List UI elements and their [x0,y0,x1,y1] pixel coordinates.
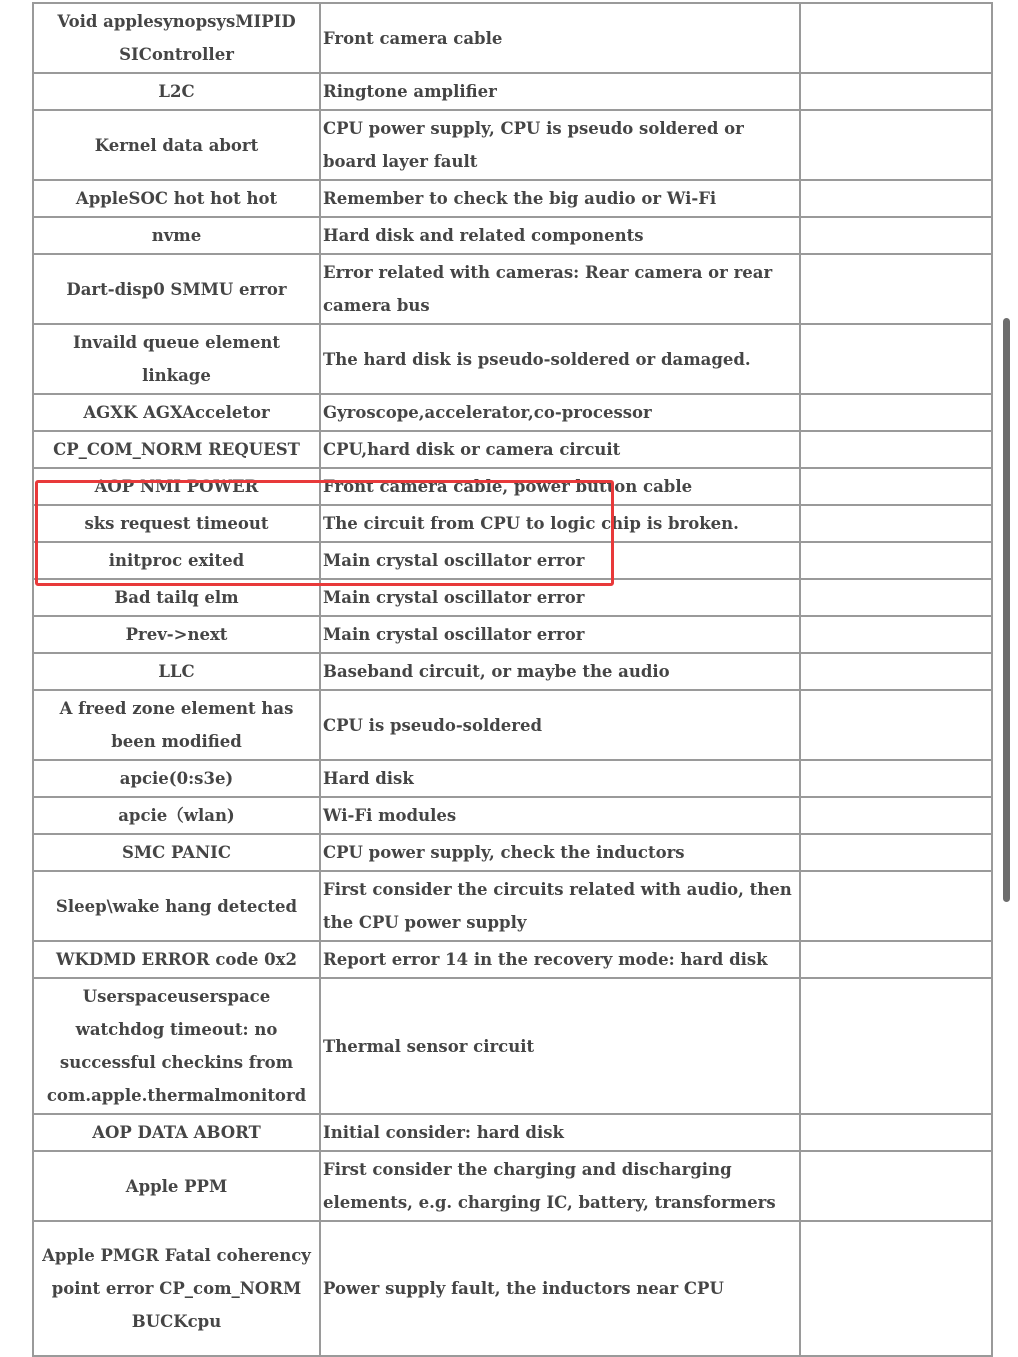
table-row [33,579,992,616]
cause-cell: Front camera cable, power button cable [320,468,800,505]
table-row [33,110,992,180]
panic-code-cell: AOP DATA ABORT [33,1114,320,1151]
panic-code-cell: WKDMD ERROR code 0x2 [33,941,320,978]
panic-code-cell: apcie(0:s3e) [33,760,320,797]
empty-cell [800,254,992,324]
panic-code-cell: Apple PPM [33,1151,320,1221]
empty-cell [800,760,992,797]
vertical-scrollbar[interactable] [1003,318,1010,902]
empty-cell [800,978,992,1114]
table-row [33,653,992,690]
cause-cell: Gyroscope,accelerator,co-processor [320,394,800,431]
empty-cell [800,431,992,468]
table-row [33,1221,992,1356]
empty-cell [800,3,992,73]
table-row [33,1151,992,1221]
empty-cell [800,324,992,394]
empty-cell [800,542,992,579]
cause-cell: Main crystal oscillator error [320,616,800,653]
empty-cell [800,217,992,254]
table-row [33,834,992,871]
empty-cell [800,871,992,941]
table-row [33,871,992,941]
panic-code-cell: LLC [33,653,320,690]
cause-cell: Main crystal oscillator error [320,579,800,616]
table-row [33,760,992,797]
cause-cell: The hard disk is pseudo-soldered or damaged. [320,324,800,394]
cause-cell: Ringtone amplifier [320,73,800,110]
empty-cell [800,394,992,431]
empty-cell [800,834,992,871]
panic-code-cell: Dart-disp0 SMMU error [33,254,320,324]
cause-cell: CPU power supply, check the inductors [320,834,800,871]
table-row [33,505,992,542]
panic-code-cell: Invaild queue element linkage [33,324,320,394]
cause-cell: Thermal sensor circuit [320,978,800,1114]
cause-cell: Front camera cable [320,3,800,73]
empty-cell [800,653,992,690]
cause-cell: Main crystal oscillator error [320,542,800,579]
empty-cell [800,73,992,110]
cause-cell: Power supply fault, the inductors near CPU [320,1221,800,1356]
panic-code-cell: Userspaceuserspace watchdog timeout: no successful checkins from com.apple.thermalmonitord [33,978,320,1114]
table-row [33,394,992,431]
table-row [33,254,992,324]
panic-code-cell: CP_COM_NORM REQUEST [33,431,320,468]
empty-cell [800,1151,992,1221]
panic-code-cell: Void applesynopsysMIPID SIController [33,3,320,73]
table-row [33,324,992,394]
cause-cell: First consider the circuits related with audio, then the CPU power supply [320,871,800,941]
cause-cell: CPU,hard disk or camera circuit [320,431,800,468]
empty-cell [800,110,992,180]
panic-code-cell: initproc exited [33,542,320,579]
table-row [33,431,992,468]
table-row [33,180,992,217]
table-row [33,690,992,760]
panic-code-cell: Apple PMGR Fatal coherency point error CP_com_NORM BUCKcpu [33,1221,320,1356]
panic-code-cell: apcie（wlan) [33,797,320,834]
cause-cell: Report error 14 in the recovery mode: hard disk [320,941,800,978]
empty-cell [800,468,992,505]
table-row [33,217,992,254]
panic-code-cell: AOP NMI POWER [33,468,320,505]
table-row [33,797,992,834]
cause-cell: Initial consider: hard disk [320,1114,800,1151]
empty-cell [800,616,992,653]
cause-cell: Error related with cameras: Rear camera or rear camera bus [320,254,800,324]
panic-code-cell: nvme [33,217,320,254]
table-row [33,978,992,1114]
empty-cell [800,1114,992,1151]
cause-cell: Wi-Fi modules [320,797,800,834]
table-row [33,3,992,73]
empty-cell [800,505,992,542]
table-row [33,941,992,978]
panic-code-cell: Bad tailq elm [33,579,320,616]
empty-cell [800,1221,992,1356]
panic-code-cell: sks request timeout [33,505,320,542]
panic-code-cell: Kernel data abort [33,110,320,180]
panic-code-cell: A freed zone element has been modified [33,690,320,760]
empty-cell [800,797,992,834]
panic-code-cell: SMC PANIC [33,834,320,871]
table-row [33,73,992,110]
table-row [33,1114,992,1151]
cause-cell: CPU is pseudo-soldered [320,690,800,760]
empty-cell [800,690,992,760]
panic-code-cell: AppleSOC hot hot hot [33,180,320,217]
panic-code-cell: Sleep\wake hang detected [33,871,320,941]
cause-cell: Remember to check the big audio or Wi-Fi [320,180,800,217]
cause-cell: Hard disk [320,760,800,797]
empty-cell [800,579,992,616]
empty-cell [800,180,992,217]
table-row [33,542,992,579]
cause-cell: Hard disk and related components [320,217,800,254]
empty-cell [800,941,992,978]
panic-code-cell: L2C [33,73,320,110]
cause-cell: CPU power supply, CPU is pseudo soldered or board layer fault [320,110,800,180]
table-row [33,616,992,653]
cause-cell: The circuit from CPU to logic chip is broken. [320,505,800,542]
table-row [33,468,992,505]
panic-code-cell: AGXK AGXAcceletor [33,394,320,431]
cause-cell: Baseband circuit, or maybe the audio [320,653,800,690]
panic-code-table [32,2,993,1357]
panic-code-cell: Prev->next [33,616,320,653]
cause-cell: First consider the charging and discharging elements, e.g. charging IC, battery, transformers [320,1151,800,1221]
